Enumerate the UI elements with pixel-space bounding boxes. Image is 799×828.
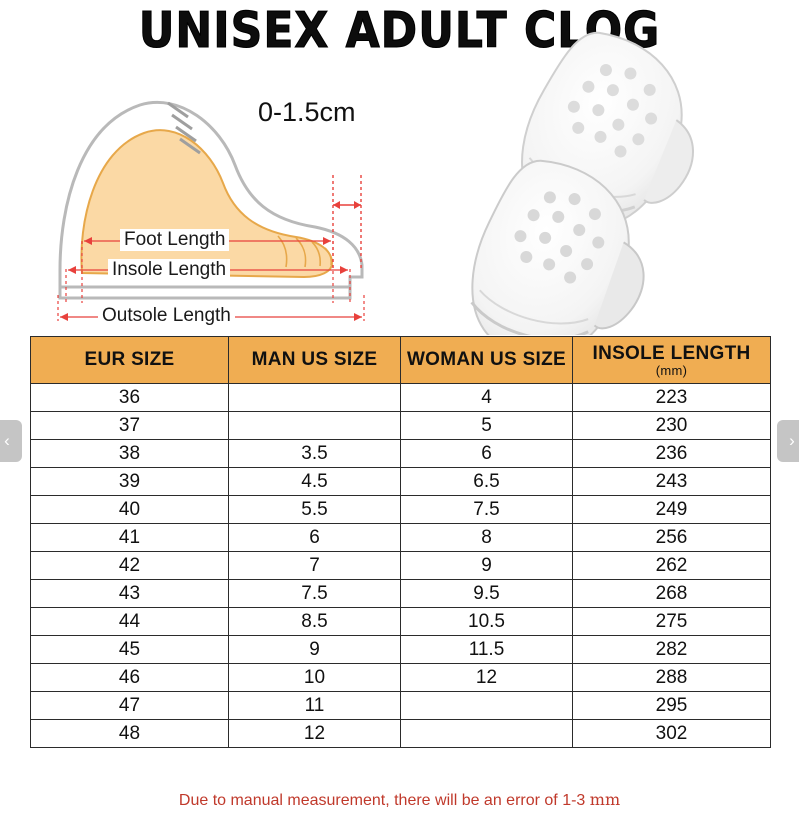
clog-photo-svg: [451, 10, 791, 335]
cell-man-us-size: 9: [229, 636, 401, 664]
cell-insole-length: 230: [573, 412, 771, 440]
cell-woman-us-size: 9: [401, 552, 573, 580]
table-body: [31, 384, 771, 748]
cell-woman-us-size: 11.5: [401, 636, 573, 664]
cell-eur-size: 47: [31, 692, 229, 720]
column-header-insole-length: [573, 337, 771, 384]
cell-woman-us-size: 12: [401, 664, 573, 692]
cell-man-us-size: [229, 384, 401, 412]
insole-length-label: Insole Length: [108, 259, 230, 281]
foot-diagram-svg: [20, 55, 440, 345]
cell-man-us-size: 12: [229, 720, 401, 748]
cell-woman-us-size: 7.5: [401, 496, 573, 524]
foot-length-label: Foot Length: [120, 229, 229, 251]
table-row: [31, 692, 771, 720]
cell-woman-us-size: 4: [401, 384, 573, 412]
disclaimer-unit: mm: [589, 790, 621, 809]
cell-insole-length: 275: [573, 608, 771, 636]
column-header-label: INSOLE LENGTH: [592, 342, 751, 364]
carousel-next-button[interactable]: ›: [777, 420, 799, 462]
cell-eur-size: 44: [31, 608, 229, 636]
table-row: [31, 636, 771, 664]
cell-eur-size: 45: [31, 636, 229, 664]
table-row: [31, 580, 771, 608]
table-row: [31, 524, 771, 552]
cell-woman-us-size: 10.5: [401, 608, 573, 636]
toe-gap-label: 0-1.5cm: [258, 97, 356, 127]
cell-man-us-size: 3.5: [229, 440, 401, 468]
cell-man-us-size: 6: [229, 524, 401, 552]
column-header-woman-us-size: [401, 337, 573, 384]
cell-man-us-size: [229, 412, 401, 440]
cell-insole-length: 249: [573, 496, 771, 524]
cell-insole-length: 268: [573, 580, 771, 608]
cell-insole-length: 288: [573, 664, 771, 692]
column-header-label: MAN US SIZE: [251, 349, 378, 370]
clog-product-photo: [451, 10, 791, 330]
column-header-eur-size: [31, 337, 229, 384]
cell-man-us-size: 5.5: [229, 496, 401, 524]
cell-woman-us-size: 6: [401, 440, 573, 468]
table-row: [31, 440, 771, 468]
cell-man-us-size: 10: [229, 664, 401, 692]
cell-man-us-size: 4.5: [229, 468, 401, 496]
table-row: [31, 552, 771, 580]
cell-eur-size: 41: [31, 524, 229, 552]
cell-eur-size: 43: [31, 580, 229, 608]
cell-woman-us-size: 6.5: [401, 468, 573, 496]
cell-woman-us-size: [401, 692, 573, 720]
cell-woman-us-size: 5: [401, 412, 573, 440]
carousel-prev-button[interactable]: ‹: [0, 420, 22, 462]
cell-eur-size: 37: [31, 412, 229, 440]
page-title: UNISEX ADULT CLOG: [138, 2, 661, 60]
cell-woman-us-size: 8: [401, 524, 573, 552]
cell-man-us-size: 8.5: [229, 608, 401, 636]
cell-eur-size: 48: [31, 720, 229, 748]
table-row: [31, 608, 771, 636]
cell-insole-length: 256: [573, 524, 771, 552]
cell-eur-size: 36: [31, 384, 229, 412]
cell-eur-size: 38: [31, 440, 229, 468]
size-chart: [30, 336, 770, 748]
cell-man-us-size: 7: [229, 552, 401, 580]
cell-insole-length: 262: [573, 552, 771, 580]
cell-insole-length: 236: [573, 440, 771, 468]
cell-woman-us-size: [401, 720, 573, 748]
cell-insole-length: 243: [573, 468, 771, 496]
cell-man-us-size: 11: [229, 692, 401, 720]
measurement-disclaimer: [0, 790, 799, 810]
table-row: [31, 720, 771, 748]
cell-insole-length: 295: [573, 692, 771, 720]
foot-measurement-diagram: [20, 55, 440, 335]
column-header-label: EUR SIZE: [84, 349, 175, 370]
table-header-row: [31, 337, 771, 384]
table-row: [31, 496, 771, 524]
column-header-unit: (mm): [655, 362, 688, 378]
disclaimer-text: Due to manual measurement, there will be an error of 1-3: [178, 792, 590, 809]
table-row: [31, 664, 771, 692]
cell-insole-length: 223: [573, 384, 771, 412]
cell-eur-size: 40: [31, 496, 229, 524]
size-table: [30, 336, 771, 748]
table-row: [31, 412, 771, 440]
column-header-label: WOMAN US SIZE: [406, 349, 567, 370]
cell-eur-size: 46: [31, 664, 229, 692]
cell-eur-size: 39: [31, 468, 229, 496]
cell-insole-length: 282: [573, 636, 771, 664]
table-row: [31, 384, 771, 412]
column-header-man-us-size: [229, 337, 401, 384]
cell-insole-length: 302: [573, 720, 771, 748]
table-row: [31, 468, 771, 496]
outsole-length-label: Outsole Length: [98, 305, 235, 327]
cell-eur-size: 42: [31, 552, 229, 580]
cell-woman-us-size: 9.5: [401, 580, 573, 608]
cell-man-us-size: 7.5: [229, 580, 401, 608]
